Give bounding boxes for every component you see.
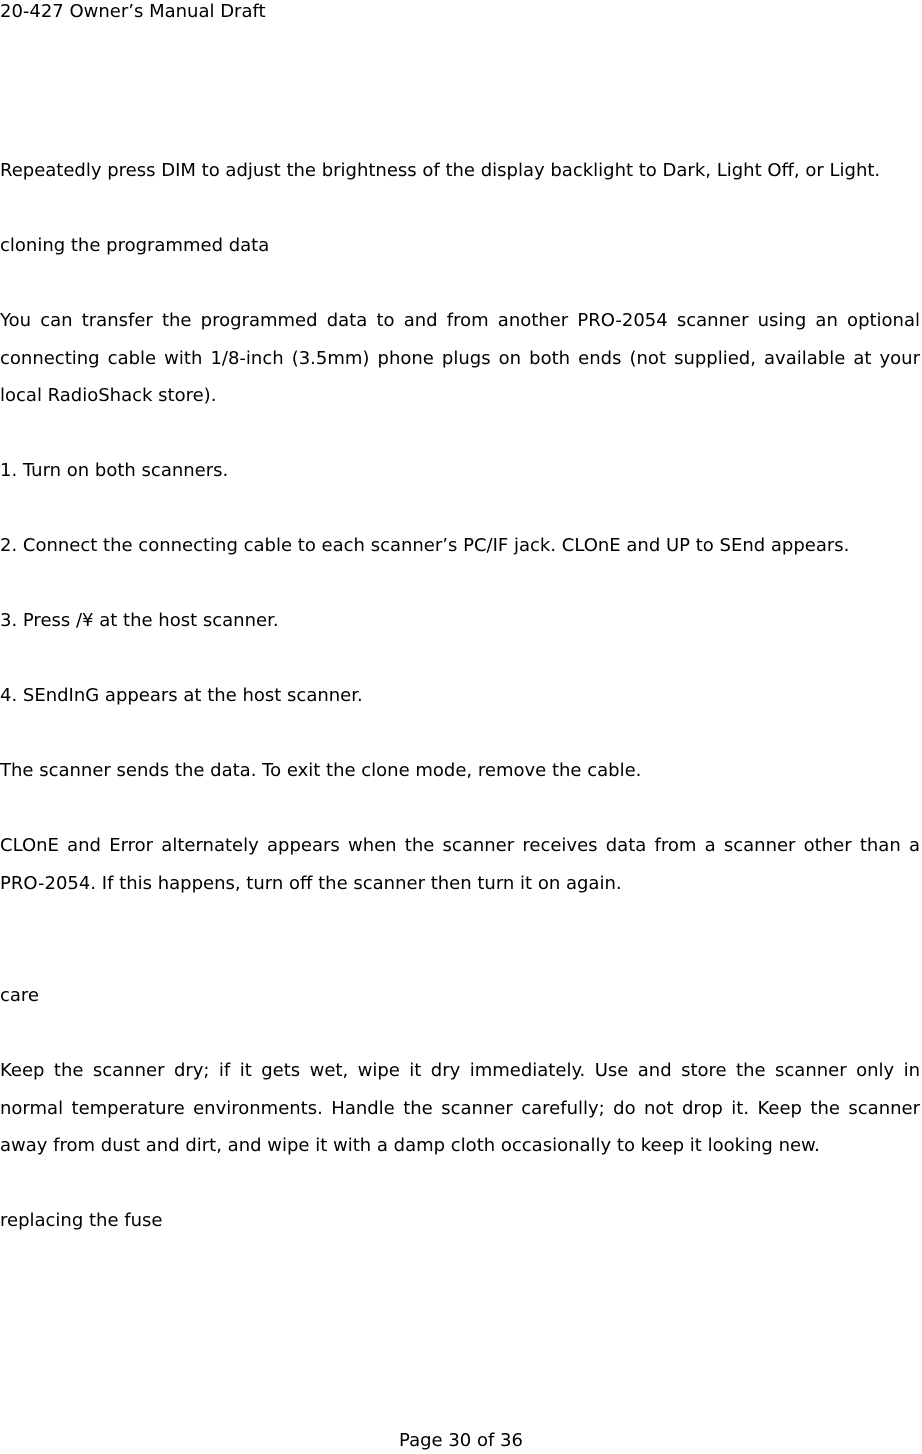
cloning-intro-paragraph: You can transfer the programmed data to and from another PRO-2054 scanner using an optional connecting cable with 1/8-inch (3.5mm) phone plugs on both ends (not supplied, available at your local RadioShack store). — [0, 310, 920, 406]
fuse-heading: replacing the fuse — [0, 1210, 163, 1231]
cloning-heading: cloning the programmed data — [0, 235, 270, 256]
document-header: 20-427 Owner’s Manual Draft — [0, 1, 266, 22]
page-number: Page 30 of 36 — [399, 1430, 523, 1451]
care-heading: care — [0, 985, 40, 1006]
document-body — [0, 152, 920, 1240]
dim-paragraph: Repeatedly press DIM to adjust the brightness of the display backlight to Dark, Light Off, or Light. — [0, 160, 881, 181]
step-1: 1. Turn on both scanners. — [0, 460, 229, 481]
step-4: 4. SEndInG appears at the host scanner. — [0, 685, 363, 706]
step-3: 3. Press /¥ at the host scanner. — [0, 610, 279, 631]
step-2: 2. Connect the connecting cable to each scanner’s PC/IF jack. CLOnE and UP to SEnd appears. — [0, 535, 850, 556]
send-note-paragraph: The scanner sends the data. To exit the clone mode, remove the cable. — [0, 760, 642, 781]
care-paragraph: Keep the scanner dry; if it gets wet, wipe it dry immediately. Use and store the scanner only in normal temperature environments. Handle the scanner carefully; do not drop it. Keep the scanner away from dust and dirt, and wipe it with a damp cloth occasionally to keep it looking new. — [0, 1060, 920, 1156]
error-note-paragraph: CLOnE and Error alternately appears when the scanner receives data from a scanner other than a PRO-2054. If this happens, turn off the scanner then turn it on again. — [0, 835, 920, 894]
